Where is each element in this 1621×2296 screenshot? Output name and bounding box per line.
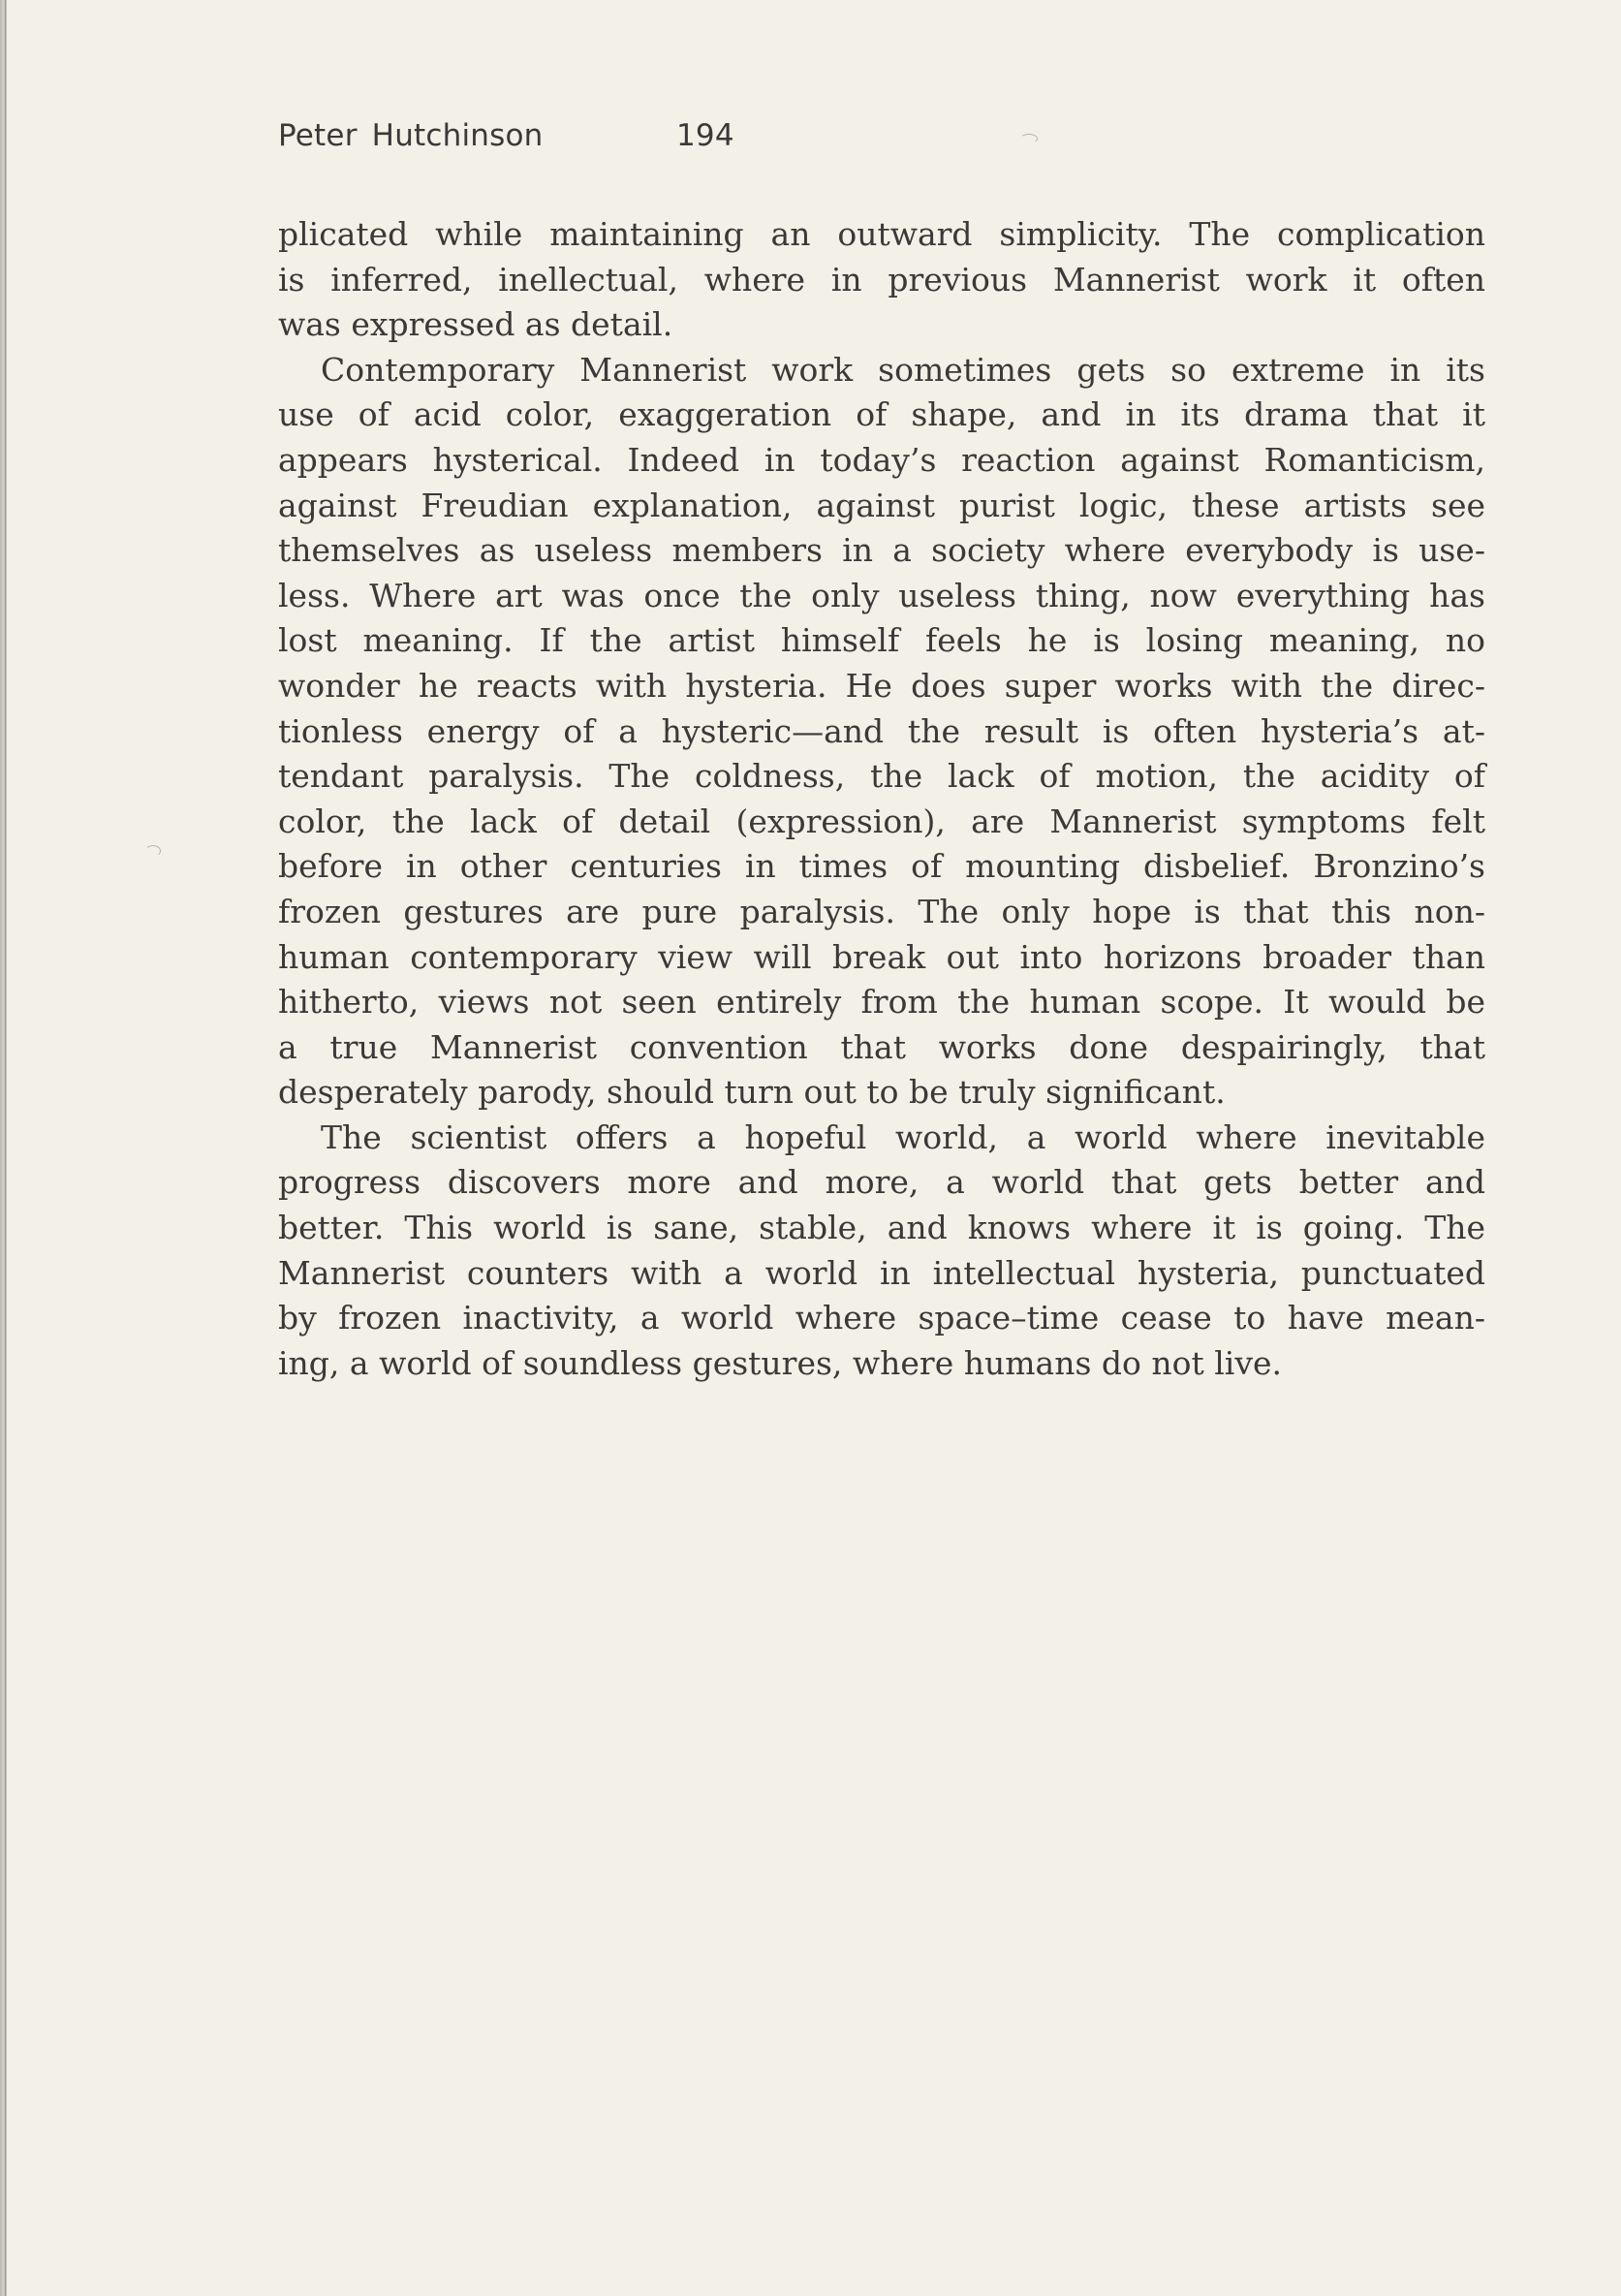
text-line: is inferred, inellectual, where in previous Mannerist work it often (278, 260, 1485, 299)
scan-artifact (145, 845, 161, 857)
text-line: a true Mannerist convention that works done despairingly, that (278, 1027, 1485, 1066)
text-line: desperately parody, should turn out to be truly significant. (278, 1073, 1226, 1112)
text-line: Mannerist counters with a world in intellectual hysteria, punctuated (278, 1253, 1485, 1292)
text-line: themselves as useless members in a society where everybody is use- (278, 531, 1485, 570)
text-line: human contemporary view will break out into horizons broader than (278, 937, 1485, 976)
body-text (278, 212, 1485, 1386)
text-line: plicated while maintaining an outward simplicity. The complication (278, 215, 1485, 253)
text-line: Contemporary Mannerist work sometimes gets so extreme in its (321, 350, 1485, 389)
text-line: better. This world is sane, stable, and knows where it is going. The (278, 1209, 1485, 1247)
text-line: lost meaning. If the artist himself feels he is losing meaning, no (278, 621, 1485, 660)
text-line: ing, a world of soundless gestures, where humans do not live. (278, 1343, 1283, 1382)
text-line: was expressed as detail. (278, 305, 673, 344)
text-line: The scientist offers a hopeful world, a world where inevitable (321, 1117, 1485, 1156)
text-line: use of acid color, exaggeration of shape, and in its drama that it (278, 395, 1485, 434)
text-line: by frozen inactivity, a world where space–time cease to have mean- (278, 1299, 1485, 1337)
text-line: wonder he reacts with hysteria. He does super works with the direc- (278, 666, 1485, 705)
running-head (278, 118, 1053, 157)
text-line: tionless energy of a hysteric—and the result is often hysteria’s at- (278, 711, 1485, 750)
text-line: hitherto, views not seen entirely from the human scope. It would be (278, 983, 1485, 1022)
text-line: before in other centuries in times of mounting disbelief. Bronzino’s (278, 847, 1485, 886)
text-line: color, the lack of detail (expression), are Mannerist symptoms felt (278, 802, 1485, 840)
text-line: progress discovers more and more, a world that gets better and (278, 1163, 1485, 1202)
text-line: appears hysterical. Indeed in today’s reaction against Romanticism, (278, 440, 1485, 479)
paragraph-continued (278, 212, 1485, 348)
text-line: against Freudian explanation, against purist logic, these artists see (278, 486, 1485, 524)
text-line: tendant paralysis. The coldness, the lack of motion, the acidity of (278, 757, 1485, 796)
running-head-author: Peter Hutchinson (278, 118, 544, 153)
paragraph (278, 348, 1485, 1116)
text-line: frozen gestures are pure paralysis. The only hope is that this non- (278, 892, 1485, 930)
paragraph (278, 1116, 1485, 1387)
scan-artifact (1020, 134, 1038, 143)
page-number: 194 (676, 118, 734, 153)
binding-edge (0, 0, 7, 2296)
text-line: less. Where art was once the only useless thing, now everything has (278, 576, 1485, 614)
